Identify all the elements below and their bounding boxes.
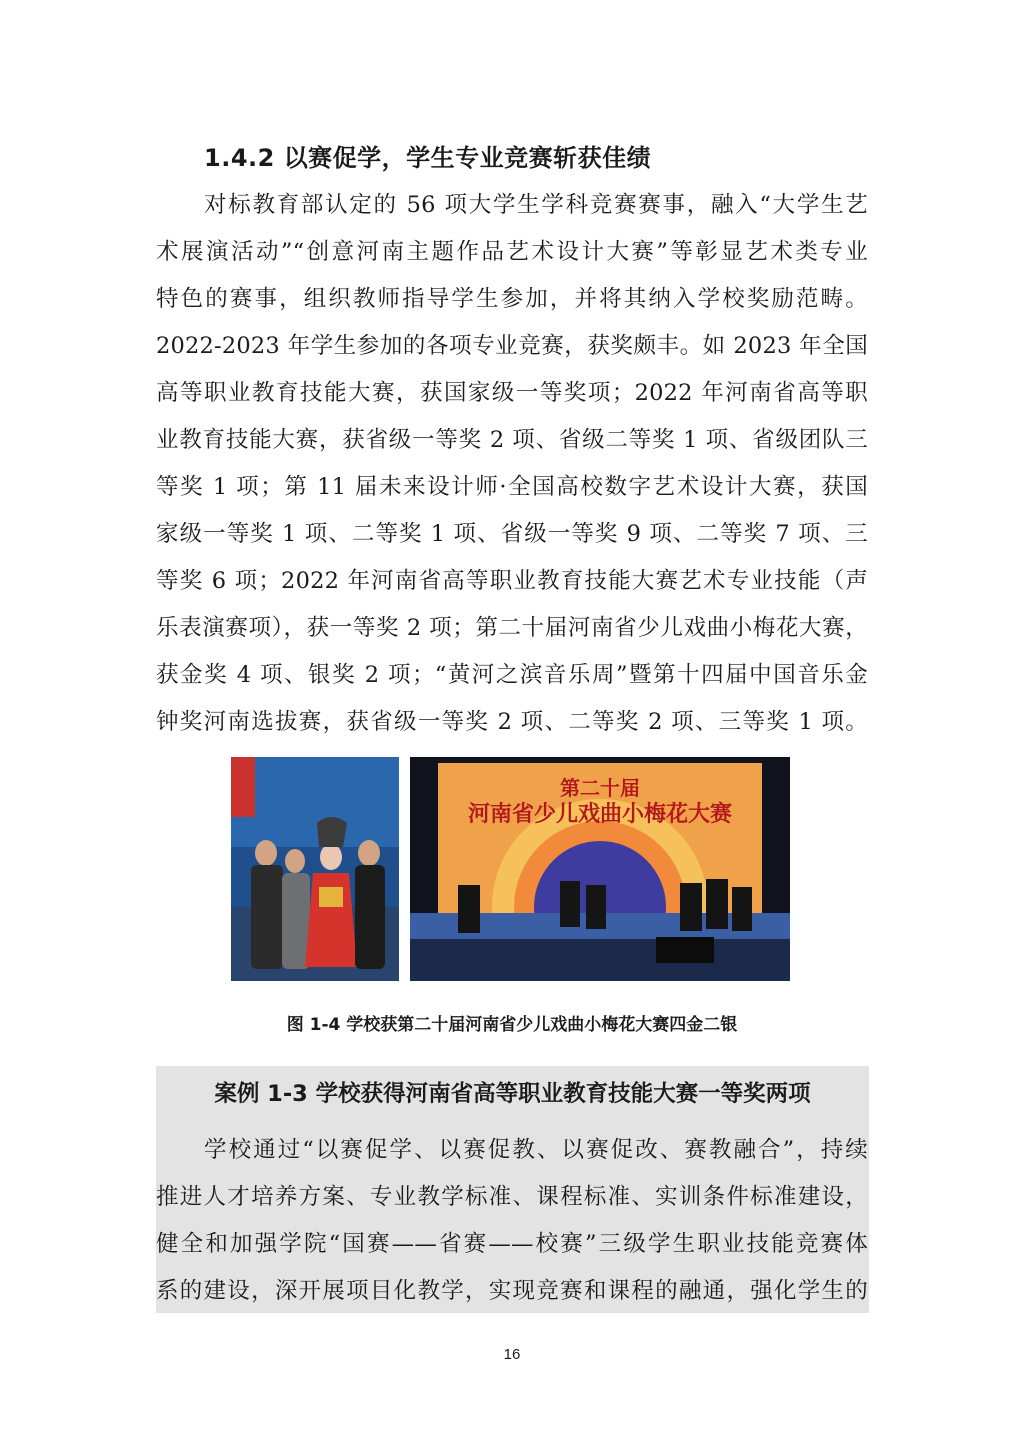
body-line: 等奖 6 项；2022 年河南省高等职业教育技能大赛艺术专业技能（声 xyxy=(156,568,868,594)
page-number: 16 xyxy=(503,1346,521,1363)
body-line: 等奖 1 项；第 11 届未来设计师·全国高校数字艺术设计大赛，获国 xyxy=(156,474,868,500)
case-title: 案例 1-3 学校获得河南省高等职业教育技能大赛一等奖两项 xyxy=(214,1081,811,1107)
case-study-box xyxy=(156,1066,869,1313)
case-line: 学校通过“以赛促学、以赛促教、以赛促改、赛教融合”，持续 xyxy=(204,1137,868,1163)
case-paragraph xyxy=(156,1127,868,1315)
figure-caption: 图 1-4 学校获第二十届河南省少儿戏曲小梅花大赛四金二银 xyxy=(286,1015,738,1035)
stage-banner-subtitle: 河南省少儿戏曲小梅花大赛 xyxy=(467,802,733,827)
body-line: 获金奖 4 项、银奖 2 项；“黄河之滨音乐周”暨第十四届中国音乐金 xyxy=(156,662,868,688)
body-paragraph xyxy=(156,182,868,746)
body-line: 特色的赛事，组织教师指导学生参加，并将其纳入学校奖励范畴。 xyxy=(156,286,868,312)
case-line: 健全和加强学院“国赛——省赛——校赛”三级学生职业技能竞赛体 xyxy=(156,1231,868,1257)
body-line: 业教育技能大赛，获省级一等奖 2 项、省级二等奖 1 项、省级团队三 xyxy=(156,427,868,453)
body-line: 钟奖河南选拔赛，获省级一等奖 2 项、二等奖 2 项、三等奖 1 项。 xyxy=(156,709,868,735)
section-heading: 1.4.2 以赛促学，学生专业竞赛斩获佳绩 xyxy=(204,144,652,172)
stage-banner-title: 第二十届 xyxy=(560,776,640,800)
case-line: 系的建设，深开展项目化教学，实现竞赛和课程的融通，强化学生的 xyxy=(156,1278,868,1304)
body-line: 对标教育部认定的 56 项大学生学科竞赛赛事，融入“大学生艺 xyxy=(204,192,868,218)
award-group-photo xyxy=(231,757,399,981)
body-line: 高等职业教育技能大赛，获国家级一等奖项；2022 年河南省高等职 xyxy=(156,380,868,406)
body-line: 乐表演赛项），获一等奖 2 项；第二十届河南省少儿戏曲小梅花大赛， xyxy=(156,615,868,641)
body-line: 家级一等奖 1 项、二等奖 1 项、省级一等奖 9 项、二等奖 7 项、三 xyxy=(156,521,868,547)
body-line: 术展演活动”“创意河南主题作品艺术设计大赛”等彰显艺术类专业 xyxy=(156,239,868,265)
body-line: 2022-2023 年学生参加的各项专业竞赛，获奖颇丰。如 2023 年全国 xyxy=(156,333,868,359)
stage-performance-photo xyxy=(410,757,790,981)
case-line: 推进人才培养方案、专业教学标准、课程标准、实训条件标准建设， xyxy=(156,1184,868,1210)
